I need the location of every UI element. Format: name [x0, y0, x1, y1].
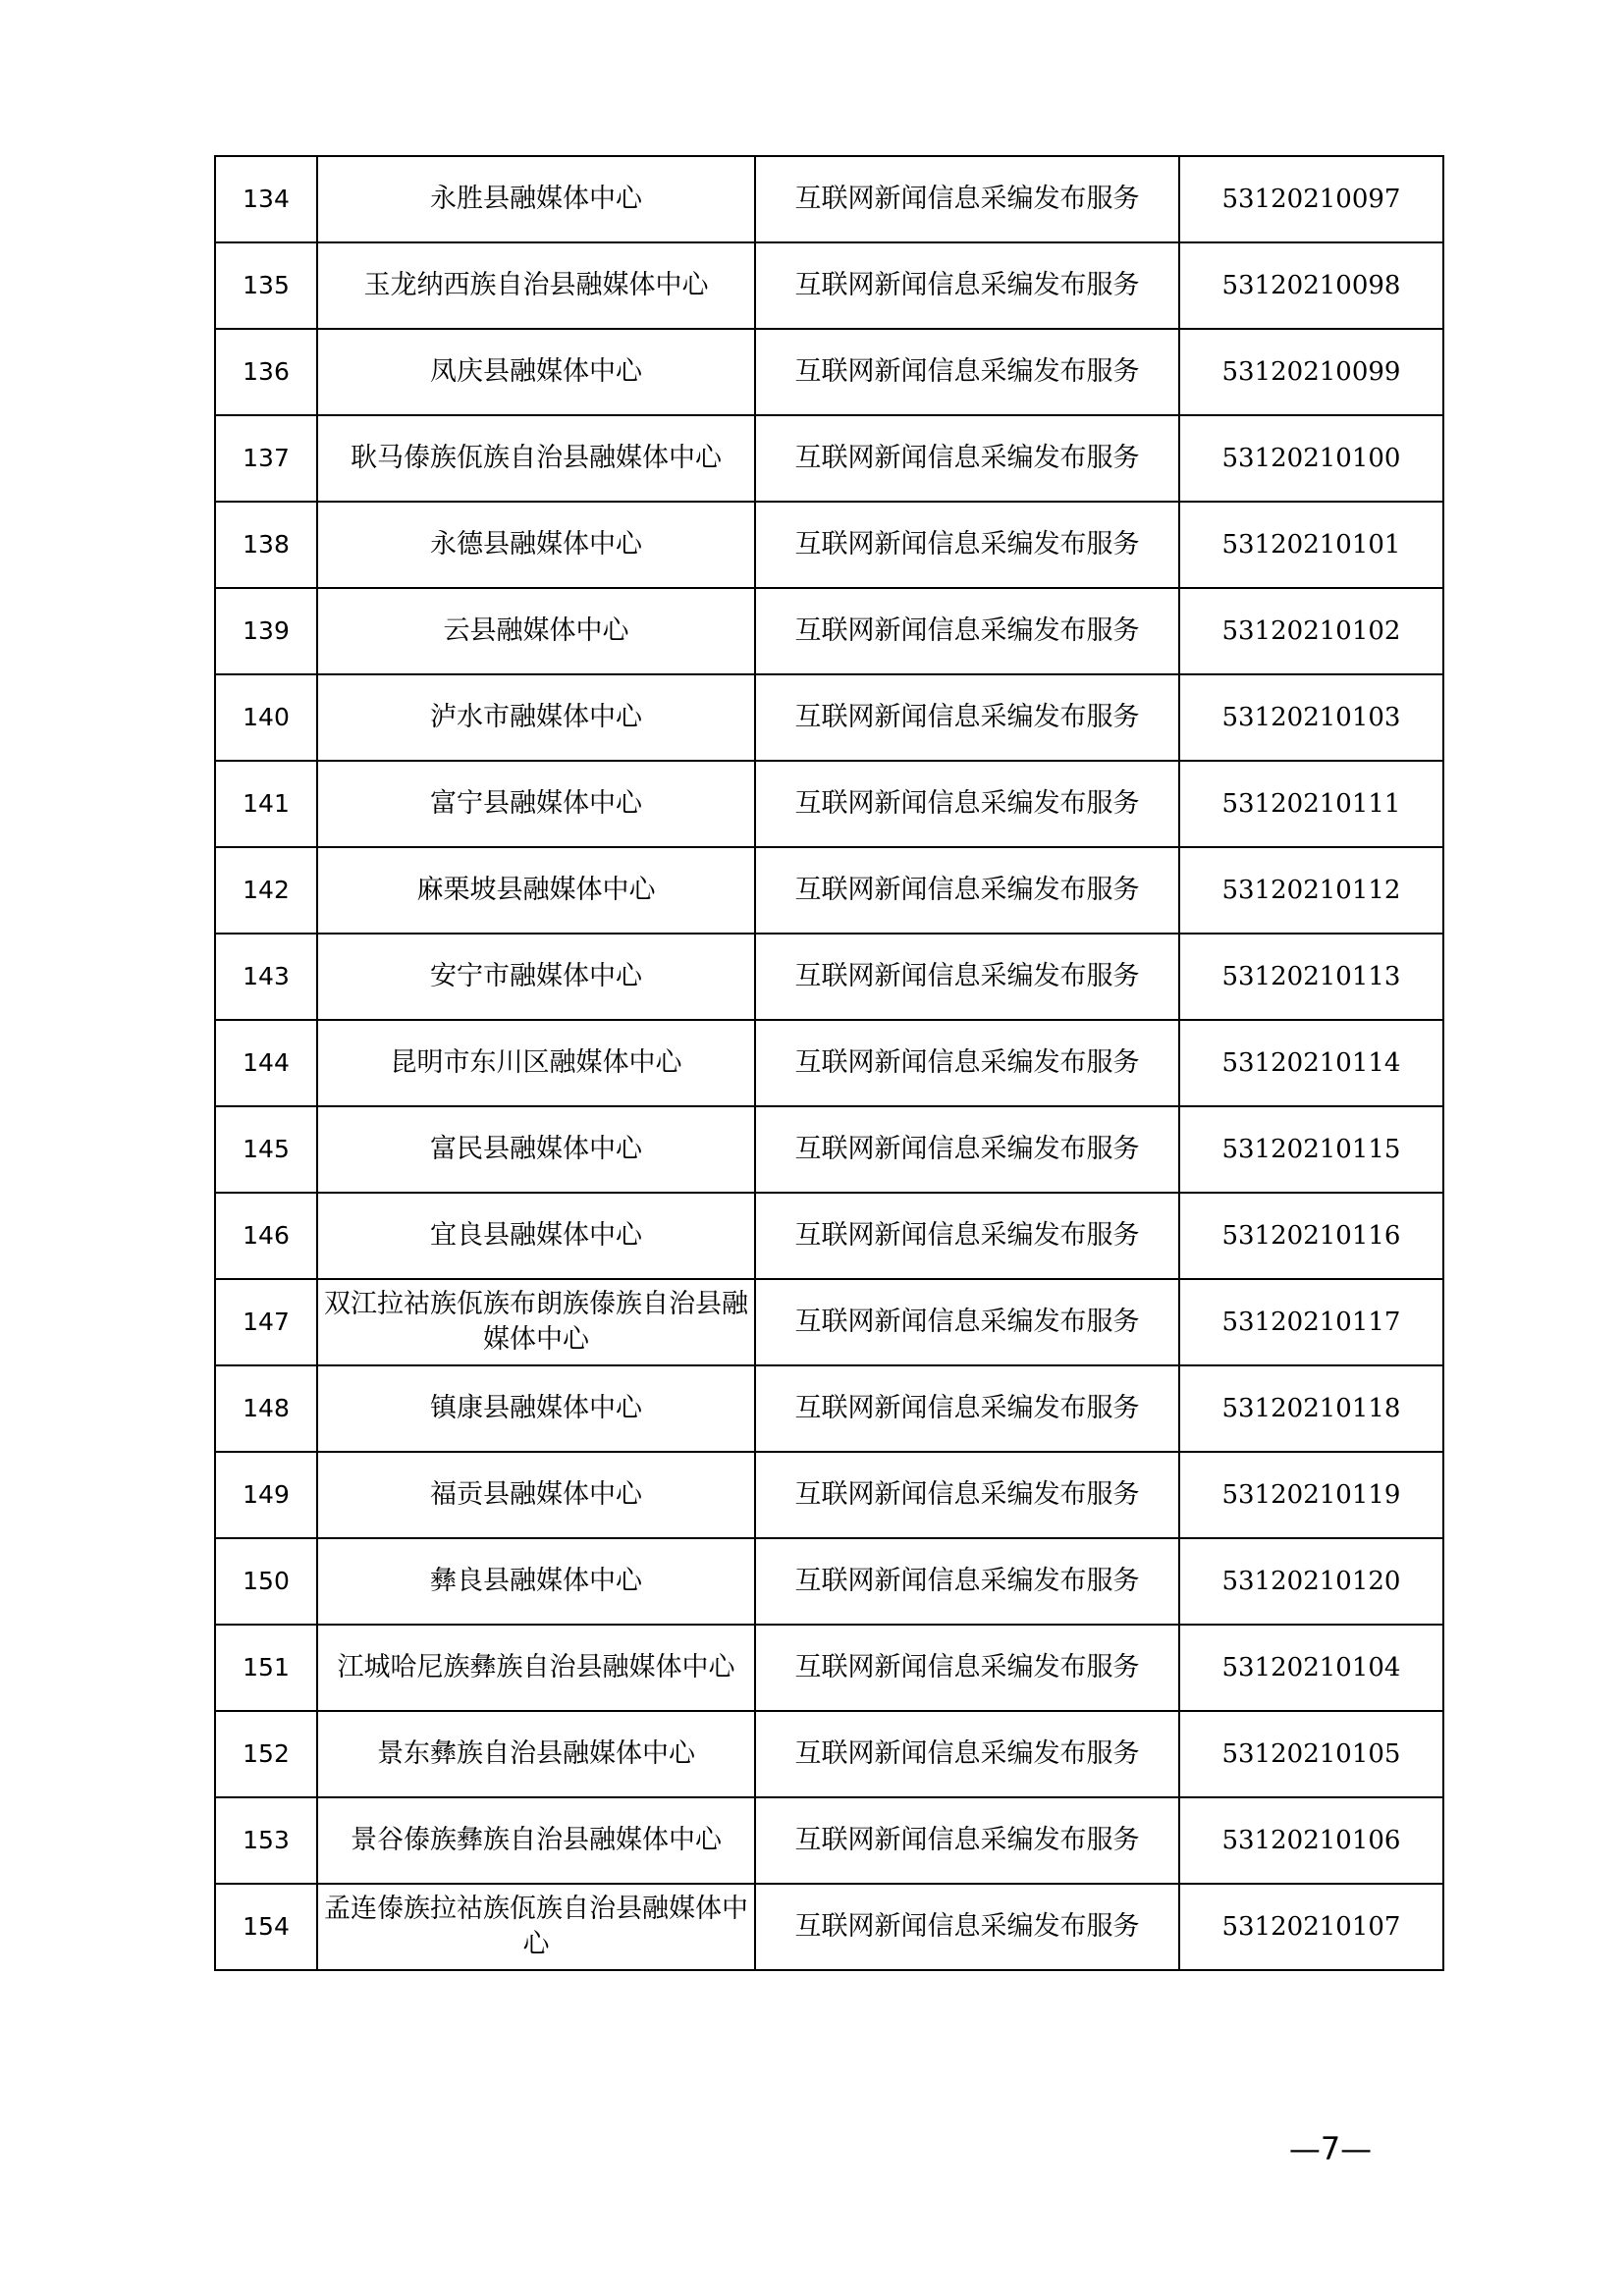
license-number-cell: 53120210101 [1179, 502, 1443, 588]
license-number-cell: 53120210098 [1179, 242, 1443, 329]
registry-table [214, 155, 1444, 1971]
row-number-cell: 134 [215, 156, 317, 242]
row-number-cell: 152 [215, 1711, 317, 1797]
organization-name-cell: 玉龙纳西族自治县融媒体中心 [317, 242, 755, 329]
license-number-cell: 53120210100 [1179, 415, 1443, 502]
license-number-cell: 53120210118 [1179, 1365, 1443, 1452]
license-number-cell: 53120210103 [1179, 674, 1443, 761]
table-row [215, 502, 1443, 588]
license-number-cell: 53120210111 [1179, 761, 1443, 847]
service-type-cell: 互联网新闻信息采编发布服务 [755, 415, 1179, 502]
table-row [215, 329, 1443, 415]
license-number-cell: 53120210106 [1179, 1797, 1443, 1884]
service-type-cell: 互联网新闻信息采编发布服务 [755, 1106, 1179, 1193]
organization-name-cell: 麻栗坡县融媒体中心 [317, 847, 755, 934]
license-number-cell: 53120210113 [1179, 934, 1443, 1020]
row-number-cell: 142 [215, 847, 317, 934]
row-number-cell: 149 [215, 1452, 317, 1538]
license-number-cell: 53120210105 [1179, 1711, 1443, 1797]
organization-name-cell: 永胜县融媒体中心 [317, 156, 755, 242]
row-number-cell: 151 [215, 1625, 317, 1711]
license-number-cell: 53120210104 [1179, 1625, 1443, 1711]
organization-name-cell: 彝良县融媒体中心 [317, 1538, 755, 1625]
row-number-cell: 136 [215, 329, 317, 415]
service-type-cell: 互联网新闻信息采编发布服务 [755, 1452, 1179, 1538]
organization-name-cell: 富宁县融媒体中心 [317, 761, 755, 847]
service-type-cell: 互联网新闻信息采编发布服务 [755, 1193, 1179, 1279]
organization-name-cell: 景东彝族自治县融媒体中心 [317, 1711, 755, 1797]
table-row [215, 1538, 1443, 1625]
table-row [215, 242, 1443, 329]
table-row [215, 1020, 1443, 1106]
service-type-cell: 互联网新闻信息采编发布服务 [755, 1538, 1179, 1625]
row-number-cell: 154 [215, 1884, 317, 1970]
service-type-cell: 互联网新闻信息采编发布服务 [755, 934, 1179, 1020]
table-row [215, 1193, 1443, 1279]
table-row [215, 588, 1443, 674]
service-type-cell: 互联网新闻信息采编发布服务 [755, 1711, 1179, 1797]
service-type-cell: 互联网新闻信息采编发布服务 [755, 502, 1179, 588]
service-type-cell: 互联网新闻信息采编发布服务 [755, 156, 1179, 242]
service-type-cell: 互联网新闻信息采编发布服务 [755, 1625, 1179, 1711]
service-type-cell: 互联网新闻信息采编发布服务 [755, 1365, 1179, 1452]
row-number-cell: 148 [215, 1365, 317, 1452]
table-row [215, 156, 1443, 242]
table-row [215, 674, 1443, 761]
service-type-cell: 互联网新闻信息采编发布服务 [755, 1020, 1179, 1106]
row-number-cell: 141 [215, 761, 317, 847]
license-number-cell: 53120210115 [1179, 1106, 1443, 1193]
organization-name-cell: 景谷傣族彝族自治县融媒体中心 [317, 1797, 755, 1884]
organization-name-cell: 福贡县融媒体中心 [317, 1452, 755, 1538]
organization-name-cell: 宜良县融媒体中心 [317, 1193, 755, 1279]
service-type-cell: 互联网新闻信息采编发布服务 [755, 847, 1179, 934]
row-number-cell: 153 [215, 1797, 317, 1884]
organization-name-cell: 镇康县融媒体中心 [317, 1365, 755, 1452]
row-number-cell: 143 [215, 934, 317, 1020]
table-row [215, 761, 1443, 847]
table-row [215, 1711, 1443, 1797]
page-number: —7— [1288, 2130, 1373, 2167]
service-type-cell: 互联网新闻信息采编发布服务 [755, 674, 1179, 761]
organization-name-cell: 昆明市东川区融媒体中心 [317, 1020, 755, 1106]
organization-name-cell: 安宁市融媒体中心 [317, 934, 755, 1020]
license-number-cell: 53120210117 [1179, 1279, 1443, 1365]
service-type-cell: 互联网新闻信息采编发布服务 [755, 1279, 1179, 1365]
row-number-cell: 137 [215, 415, 317, 502]
table-row [215, 1625, 1443, 1711]
table-row [215, 1797, 1443, 1884]
organization-name-cell: 泸水市融媒体中心 [317, 674, 755, 761]
row-number-cell: 140 [215, 674, 317, 761]
table-row [215, 1365, 1443, 1452]
service-type-cell: 互联网新闻信息采编发布服务 [755, 1884, 1179, 1970]
license-number-cell: 53120210116 [1179, 1193, 1443, 1279]
row-number-cell: 135 [215, 242, 317, 329]
organization-name-cell: 凤庆县融媒体中心 [317, 329, 755, 415]
row-number-cell: 147 [215, 1279, 317, 1365]
table-row [215, 934, 1443, 1020]
license-number-cell: 53120210114 [1179, 1020, 1443, 1106]
service-type-cell: 互联网新闻信息采编发布服务 [755, 242, 1179, 329]
row-number-cell: 150 [215, 1538, 317, 1625]
table-row [215, 1452, 1443, 1538]
organization-name-cell: 孟连傣族拉祜族佤族自治县融媒体中心 [317, 1884, 755, 1970]
organization-name-cell: 江城哈尼族彝族自治县融媒体中心 [317, 1625, 755, 1711]
table-row [215, 847, 1443, 934]
organization-name-cell: 双江拉祜族佤族布朗族傣族自治县融媒体中心 [317, 1279, 755, 1365]
table-row [215, 1106, 1443, 1193]
license-number-cell: 53120210102 [1179, 588, 1443, 674]
license-number-cell: 53120210112 [1179, 847, 1443, 934]
license-number-cell: 53120210119 [1179, 1452, 1443, 1538]
organization-name-cell: 富民县融媒体中心 [317, 1106, 755, 1193]
row-number-cell: 139 [215, 588, 317, 674]
service-type-cell: 互联网新闻信息采编发布服务 [755, 588, 1179, 674]
table-row [215, 1279, 1443, 1365]
organization-name-cell: 耿马傣族佤族自治县融媒体中心 [317, 415, 755, 502]
organization-name-cell: 云县融媒体中心 [317, 588, 755, 674]
table-row [215, 415, 1443, 502]
service-type-cell: 互联网新闻信息采编发布服务 [755, 761, 1179, 847]
license-number-cell: 53120210120 [1179, 1538, 1443, 1625]
row-number-cell: 146 [215, 1193, 317, 1279]
license-number-cell: 53120210099 [1179, 329, 1443, 415]
table-body [215, 156, 1443, 1970]
row-number-cell: 144 [215, 1020, 317, 1106]
row-number-cell: 145 [215, 1106, 317, 1193]
row-number-cell: 138 [215, 502, 317, 588]
service-type-cell: 互联网新闻信息采编发布服务 [755, 1797, 1179, 1884]
license-number-cell: 53120210097 [1179, 156, 1443, 242]
license-number-cell: 53120210107 [1179, 1884, 1443, 1970]
organization-name-cell: 永德县融媒体中心 [317, 502, 755, 588]
table-row [215, 1884, 1443, 1970]
service-type-cell: 互联网新闻信息采编发布服务 [755, 329, 1179, 415]
